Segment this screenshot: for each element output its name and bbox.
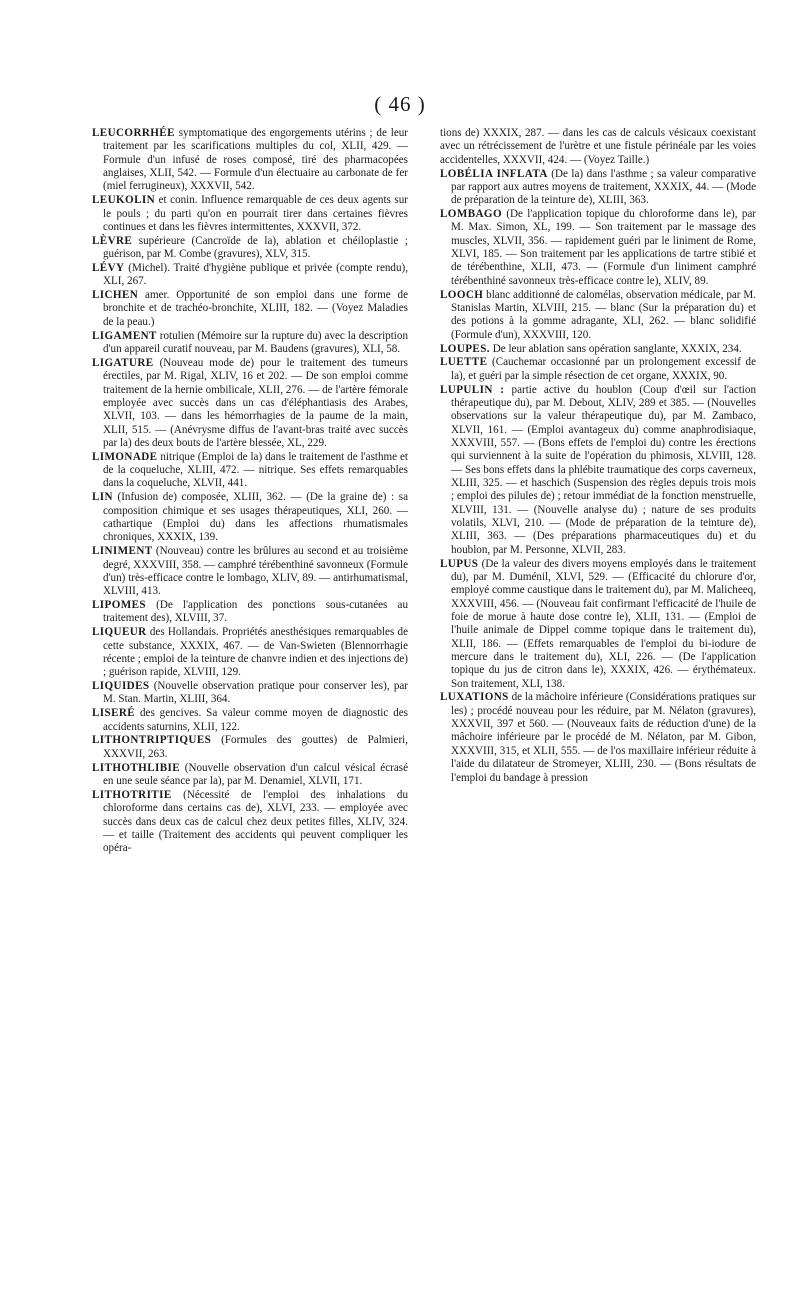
entry-headword: LITHOTRITIE [92, 788, 172, 801]
index-entry [92, 680, 408, 707]
index-entry [92, 762, 408, 789]
entry-text: (Nouvelle observation pratique pour conserver les), par M. Stan. Martin, XLIII, 364. [103, 680, 408, 706]
entry-text: des Hollandais. Propriétés anesthésiques remarquables de cette substance, XXXIX, 467. — de Van-Swieten (Blennorrhagie récente ; emploi de la teinture de chanvre indien et des injections de) ; guérison rapide, XLVIII, 129. [103, 626, 408, 679]
index-entry [92, 357, 408, 450]
entry-headword: LICHEN [92, 289, 139, 302]
entry-headword: LITHONTRIPTIQUES [92, 734, 212, 747]
index-entry [440, 343, 756, 356]
index-entry [92, 194, 408, 234]
index-entry [92, 734, 408, 761]
index-entry [92, 289, 408, 329]
entry-headword: LOMBAGO [440, 208, 502, 221]
entry-text: de la mâchoire inférieure (Considérations pratiques sur les) ; procédé nouveau pour les réduire, par M. Nélaton (gravures), XXXVII, 397 et 560. — (Nouveaux faits de réduction d'une) de la mâchoire inférieure par le procédé de M. Nélaton, par M. Gibon, XXXVIII, 315, et XLII, 555. — de l'os maxillaire inférieur réduite à l'aide du dilatateur de Stromeyer, XLIII, 230. — (Bons résultats de l'emploi du bandage à pression [451, 691, 756, 784]
entry-headword: LISERÉ [92, 707, 136, 720]
entry-headword: LITHOTHLIBIE [92, 761, 181, 774]
index-entry [92, 789, 408, 856]
entry-headword: LIQUIDES [92, 680, 150, 693]
entry-headword: LOUPES. [440, 342, 490, 355]
entry-headword: LIGATURE [92, 356, 154, 369]
index-entry [92, 599, 408, 626]
index-entry [92, 491, 408, 544]
entry-text: (Michel). Traité d'hygiène publique et privée (compte rendu), XLI, 267. [103, 261, 408, 288]
entry-text: (Cauchemar occasionné par un prolongement excessif de la), et guéri par la simple résection de cet organe, XXXIX, 90. [451, 356, 756, 382]
entry-headword: LIGAMENT [92, 329, 157, 342]
entry-headword: LIPOMES [92, 599, 146, 612]
entry-text: rotulien (Mémoire sur la rupture du) avec la description d'un appareil curatif nouveau, par M. Baudens (gravures), XLI, 58. [103, 329, 408, 355]
index-entry [92, 262, 408, 289]
entry-text: des gencives. Sa valeur comme moyen de diagnostic des accidents saturnins, XLII, 122. [103, 707, 408, 733]
entry-text: (Formules des gouttes) de Palmieri, XXXVII, 263. [103, 734, 408, 760]
index-entry [92, 626, 408, 679]
entry-headword: LUPUS [440, 557, 479, 570]
index-entry [440, 127, 756, 167]
entry-text: (De la) dans l'asthme ; sa valeur comparative par rapport aux autres moyens de traitement, XXXIX, 44. — (Mode de préparation de la teinture de), XLIII, 363. [451, 167, 756, 207]
index-entry [92, 127, 408, 194]
index-entry [440, 289, 756, 342]
left-column [92, 127, 408, 856]
entry-headword: LOOCH [440, 288, 484, 301]
entry-text: (De la valeur des divers moyens employés dans le traitement du), par M. Duménil, XLVI, 529. — (Efficacité du chlorure d'or, employé comme caustique dans le traitement du), par M. Malicheeq, XXXVIII, 456. — (Nouveau fait confirmant l'efficacité de l'huile de foie de morue à haute dose contre le), XLII, 131. — (Emploi de l'huile animale de Dippel comme topique dans le traitement du), XLII, 186. — (Effets remarquables de l'emploi du bi-iodure de mercure dans le traitement du), XLI, 226. — (De l'application topique du jus de citron dans le), XXXIX, 426. — érythémateux. Son traitement, XLI, 138. [451, 557, 756, 690]
entry-text: (Nécessité de l'emploi des inhalations du chloroforme dans certains cas de), XLVI, 233. — employée avec succès dans deux cas de calcul chez deux petites filles, XLIV, 324. — et taille (Traitement des accidents qui peuvent compliquer les opéra- [103, 788, 408, 855]
index-entry [440, 356, 756, 383]
entry-text: (Nouveau) contre les brûlures au second et au troisième degré, XXXVIII, 358. — camphré térébenthiné savonneux (Formule d'un) très-efficace contre le lombago, XLIV, 89. — antirhumatismal, XLVIII, 413. [103, 545, 408, 598]
index-entry [440, 691, 756, 784]
index-entry [92, 330, 408, 357]
index-entry [440, 168, 756, 208]
index-entry [92, 235, 408, 262]
entry-headword: LÈVRE [92, 234, 133, 247]
entry-headword: LIN [92, 491, 113, 504]
index-entry [92, 545, 408, 598]
entry-text: De leur ablation sans opération sanglante, XXXIX, 234. [489, 342, 742, 355]
entry-text: et conin. Influence remarquable de ces deux agents sur le pouls ; du parti qu'on en pourrait tirer dans certaines fièvres continues et dans les fièvres intermittentes, XXXVII, 372. [103, 194, 408, 233]
entry-text: (De l'application des ponctions sous-cutanées au traitement des), XLVIII, 37. [103, 599, 408, 625]
index-entry [440, 208, 756, 288]
entry-text: tions de) XXXIX, 287. — dans les cas de calculs vésicaux coexistant avec un rétrécissement de l'urètre et une fistule périnéale par les voies accidentelles, XXXVII, 424. — (Voyez Taille.) [440, 127, 756, 166]
entry-headword: LOBÉLIA INFLATA [440, 167, 548, 180]
entry-text: amer. Opportunité de son emploi dans une forme de bronchite et de trachéo-bronchite, XLIII, 182. — (Voyez Maladies de la peau.) [103, 289, 408, 328]
entry-text: supérieure (Cancroïde de la), ablation et chéiloplastie ; guérison, par M. Combe (gravures), XLV, 315. [103, 234, 408, 261]
index-entry [92, 451, 408, 491]
entry-text: (Nouveau mode de) pour le traitement des tumeurs érectiles, par M. Rigal, XLIV, 16 et 202. — De son emploi comme traitement de la hernie ombilicale, XLII, 276. — de l'artère fémorale employée avec succès dans un cas d'éléphantiasis des Arabes, XLVII, 103. — dans les hémorrhagies de la paume de la main, XLII, 515. — (Anévrysme diffus de l'avant-bras traité avec succès par la) des deux bouts de l'artère blessée, XL, 229. [103, 356, 408, 449]
entry-text: symptomatique des engorgements utérins ; de leur traitement par les scarifications multiples du col, XLII, 429. — Formule d'un infusé de roses composé, tiré des pharmacopées anglaises, XLII, 542. — Formule d'un électuaire au carbonate de fer (miel ferrugineux), XXXVII, 542. [103, 127, 408, 193]
entry-text: (De l'application topique du chloroforme dans le), par M. Max. Simon, XL, 199. — Son traitement par le massage des muscles, XLVII, 356. — rapidement guéri par le liniment de Rome, XLVI, 185. — Son traitement par les applications de tartre stibié et de térébenthine, XLII, 473. — (Formule d'un liniment camphré térébenthiné savonneux très-efficace contre le), XLIV, 89. [451, 208, 756, 287]
entry-headword: LUETTE [440, 356, 488, 369]
entry-headword: LINIMENT [92, 545, 153, 558]
entry-headword: LEUKOLIN [92, 194, 155, 207]
entry-headword: LUPULIN : [440, 383, 505, 396]
entry-headword: LIQUEUR [92, 626, 147, 639]
entry-headword: LUXATIONS [440, 691, 509, 704]
entry-headword: LEUCORRHÉE [92, 127, 175, 139]
entry-text: (Nouvelle observation d'un calcul vésical écrasé en une seule séance par la), par M. Denamiel, XLVII, 171. [103, 761, 408, 787]
entry-text: nitrique (Emploi de la) dans le traitement de l'asthme et de la coqueluche, XLIII, 472. — nitrique. Ses effets remarquables dans la coqueluche, XLVII, 441. [103, 450, 408, 490]
index-entry [92, 707, 408, 734]
entry-headword: LÉVY [92, 261, 125, 274]
entry-text: partie active du houblon (Coup d'œil sur l'action thérapeutique du), par M. Debout, XLIV, 289 et 385. — (Nouvelles observations sur la valeur thérapeutique du), par M. Zambaco, XLVII, 161. — (Emploi avantageux du) comme anaphrodisiaque, XXXVIII, 557. — (Bons effets de l'emploi du) contre les érections qui surviennent à la suite de l'opération du phimosis, XLVIII, 128. — Ses bons effets dans la phlébite traumatique des corps caverneux, XLIII, 325. — et haschich (Suspension des règles depuis trois mois ; emploi des pilules de) ; retour immédiat de la fonction menstruelle, XLVIII, 131. — (Nouvelle analyse du) ; nature de ses produits volatils, XLVI, 210. — (Mode de préparation de la teinture de), XLIII, 363. — (Des préparations pharmaceutiques du) et du houblon, par M. Personne, XLVII, 283. [451, 383, 756, 556]
entry-text: blanc additionné de calomélas, observation médicale, par M. Stanislas Martin, XLVIII, 215. — blanc (Sur la préparation du) et des potions à la gomme adragante, XLI, 262. — blanc solidifié (Formule d'un), XXXVIII, 120. [451, 288, 756, 341]
entry-text: (Infusion de) composée, XLIII, 362. — (De la graine de) : sa composition chimique et ses usages thérapeutiques, XLI, 260. — cathartique (Emploi du) dans les affections rhumatismales chroniques, XXXIX, 139. [103, 491, 408, 544]
index-entry [440, 558, 756, 691]
right-column [440, 127, 756, 785]
index-entry [440, 384, 756, 557]
page-number: ( 46 ) [374, 92, 426, 116]
entry-headword: LIMONADE [92, 450, 158, 463]
